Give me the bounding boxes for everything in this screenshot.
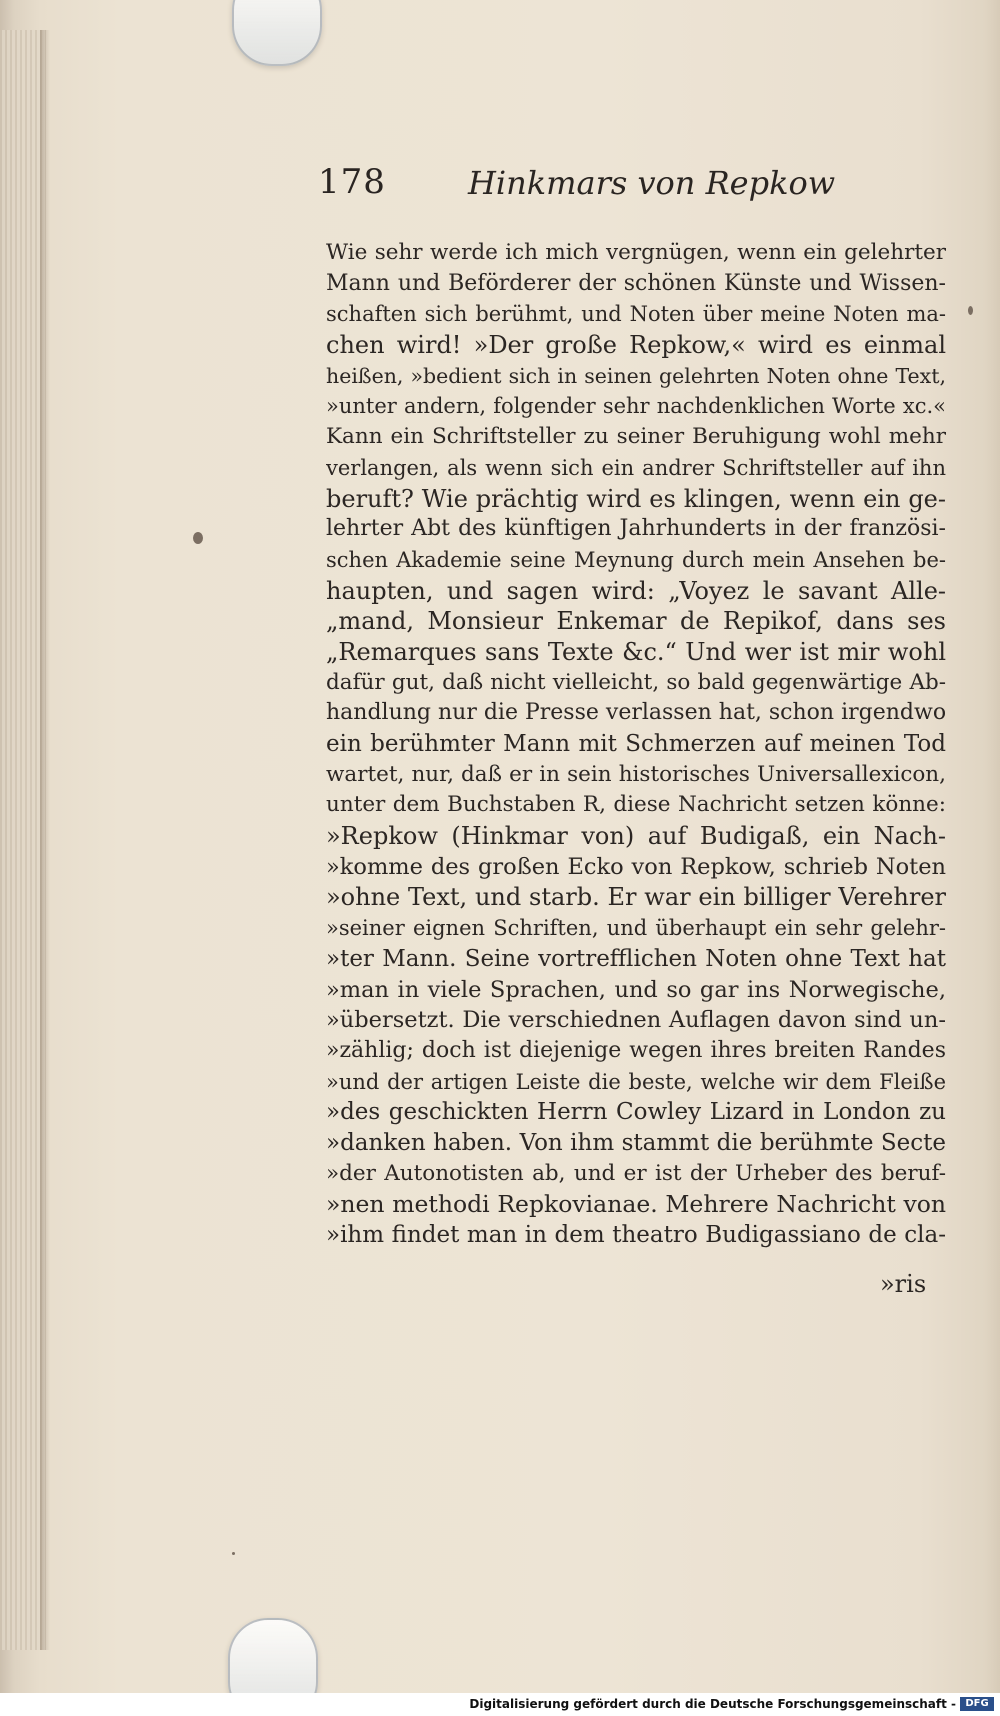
text-line: »komme des großen Ecko von Repkow, schrieb Noten xyxy=(326,853,946,880)
text-line: »unter andern, folgender sehr nachdenklichen Worte xc.« xyxy=(326,394,946,419)
text-line: »des geschickten Herrn Cowley Lizard in London zu xyxy=(326,1099,946,1126)
catchword: »ris xyxy=(880,1270,927,1298)
text-line: lehrter Abt des künftigen Jahrhunderts in der französi- xyxy=(326,516,946,542)
text-line: Mann und Beförderer der schönen Künste und Wissen- xyxy=(326,270,946,296)
footer-credit: Digitalisierung gefördert durch die Deutsche Forschungsgemeinschaft - xyxy=(469,1697,956,1711)
text-line: beruft? Wie prächtig wird es klingen, wenn ein ge- xyxy=(326,484,946,513)
text-line: »nen methodi Repkovianae. Mehrere Nachricht von xyxy=(326,1190,946,1219)
gutter-shadow xyxy=(40,30,50,1650)
text-line: »zählig; doch ist diejenige wegen ihres breiten Randes xyxy=(326,1037,946,1063)
text-line: heißen, »bedient sich in seinen gelehrten Noten ohne Text, xyxy=(326,363,946,388)
text-line: ein berühmter Mann mit Schmerzen auf meinen Tod xyxy=(326,731,946,757)
text-line: »seiner eignen Schriften, und überhaupt ein sehr gelehr- xyxy=(326,916,946,941)
dfg-logo: DFG xyxy=(960,1697,994,1711)
text-line: unter dem Buchstaben R, diese Nachricht setzen könne: xyxy=(326,792,946,818)
body-text xyxy=(326,238,946,1251)
text-line: »danken haben. Von ihm stammt die berühmte Secte xyxy=(326,1129,946,1156)
text-line: dafür gut, daß nicht vielleicht, so bald gegenwärtige Ab- xyxy=(326,669,946,695)
text-line: haupten, und sagen wird: „Voyez le savant Alle- xyxy=(326,576,946,605)
paper-speck xyxy=(193,532,203,544)
text-line: Kann ein Schriftsteller zu seiner Beruhigung wohl mehr xyxy=(326,424,946,450)
text-line: „mand, Monsieur Enkemar de Repikof, dans ses xyxy=(326,607,946,636)
page-number: 178 xyxy=(318,162,386,202)
text-line: »man in viele Sprachen, und so gar ins Norwegische, xyxy=(326,976,946,1003)
text-line: schen Akademie seine Meynung durch mein Ansehen be- xyxy=(326,547,946,572)
text-line: verlangen, als wenn sich ein andrer Schriftsteller auf ihn xyxy=(326,455,946,480)
text-line: handlung nur die Presse verlassen hat, schon irgendwo xyxy=(326,700,946,726)
text-line: »übersetzt. Die verschiednen Auflagen davon sind un- xyxy=(326,1007,946,1034)
text-line: »ihm findet man in dem theatro Budigassiano de cla- xyxy=(326,1222,946,1248)
text-line: schaften sich berühmt, und Noten über meine Noten ma- xyxy=(326,302,946,327)
text-line: „Remarques sans Texte &c.“ Und wer ist mir wohl xyxy=(326,637,946,666)
text-line: »ter Mann. Seine vortrefflichen Noten ohne Text hat xyxy=(326,945,946,972)
text-line: Wie sehr werde ich mich vergnügen, wenn ein gelehrter xyxy=(326,240,946,265)
text-line: wartet, nur, daß er in sein historisches Universallexicon, xyxy=(326,761,946,787)
text-line: chen wird! »Der große Repkow,« wird es einmal xyxy=(326,331,946,360)
text-line: »und der artigen Leiste die beste, welche wir dem Fleiße xyxy=(326,1069,946,1094)
paper-speck xyxy=(232,1552,235,1555)
page-header xyxy=(318,162,836,212)
running-head: Hinkmars von Repkow xyxy=(468,164,836,202)
digitization-footer xyxy=(0,1693,1000,1716)
paper-speck xyxy=(968,306,973,315)
text-line: »der Autonotisten ab, und er ist der Urheber des beruf- xyxy=(326,1160,946,1186)
text-line: »ohne Text, und starb. Er war ein billiger Verehrer xyxy=(326,883,946,912)
text-line: »Repkow (Hinkmar von) auf Budigaß, ein Nach- xyxy=(326,822,946,851)
